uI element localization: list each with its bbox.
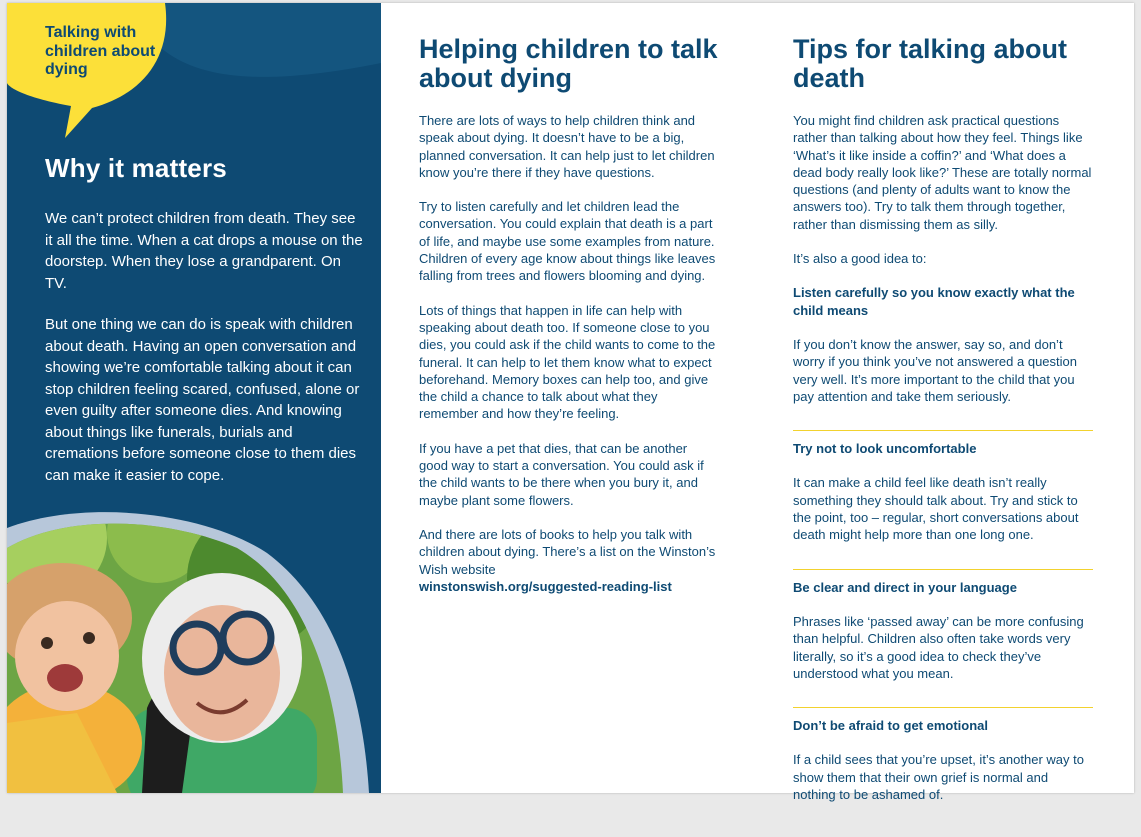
intro-paragraph: We can’t protect children from death. They see it all the time. When a cat drops a mouse on the doorstep. When they lose a grandparent. On TV.	[45, 210, 363, 292]
paragraph: If you have a pet that dies, that can be another good way to start a conversation. You could ask if the child wants to be there when you bury it, and maybe plant some flowers.	[419, 440, 704, 508]
paragraph: Try to listen carefully and let children lead the conversation. You could explain that death is a part of life, and maybe use some examples from nature. Children of every age know about things like leaves falling from trees and flowers blooming and dying.	[419, 199, 716, 284]
column-heading: Helping children to talk about dying	[419, 34, 718, 93]
lead-text: It’s also a good idea to:	[793, 251, 927, 267]
tip-item	[793, 579, 1093, 708]
tip-body: Phrases like ‘passed away’ can be more confusing than helpful. Children also often take words very literally, so it’s a good idea to check they’ve understood what you mean.	[793, 613, 1084, 681]
paragraph: There are lots of ways to help children think and speak about dying. It doesn’t have to be a big, planned conversation. It can help just to let children know you’re there if they have questions.	[419, 113, 715, 180]
column-heading: Tips for talking about death	[793, 34, 1068, 93]
body-paragraph: But one thing we can do is speak with children about death. Having an open conversation and showing we’re comfortable talking about it can stop children feeling scared, confused, alone or even guilty after someone dies. And knowing about things like funerals, burials and cremations before someone close to them dies can make it easier to cope.	[45, 316, 360, 484]
leaflet-page	[7, 3, 1134, 803]
tip-item	[793, 717, 1093, 828]
reading-list-link[interactable]: winstonswish.org/suggested-reading-list	[419, 578, 672, 594]
right-column	[793, 35, 1093, 837]
tip-title: Try not to look uncomfortable	[793, 441, 977, 457]
section-title: Why it matters	[45, 153, 227, 183]
tip-title: Be clear and direct in your language	[793, 579, 1017, 595]
paragraph: And there are lots of books to help you talk with children about dying. There’s a list on the Winston’s Wish website	[419, 526, 716, 577]
paragraph: Lots of things that happen in life can help with speaking about death too. If someone close to you dies, you could ask if the child wants to come to the funeral. It can help to let them know what to expect beforehand. Memory boxes can help too, and give the child a chance to talk about what they remember and how they’re feeling.	[419, 302, 716, 422]
family-photo	[7, 508, 381, 793]
tip-item	[793, 440, 1093, 569]
middle-column	[419, 35, 719, 612]
tip-title: Listen carefully so you know exactly what the child means	[793, 285, 1075, 318]
tip-title: Don’t be afraid to get emotional	[793, 718, 989, 734]
tip-body: If a child sees that you’re upset, it’s another way to show them that their own grief is normal and nothing to be ashamed of.	[793, 752, 1084, 803]
intro-paragraph: You might find children ask practical questions rather than talking about how they feel. Things like ‘What’s it like inside a coffin?’ and ‘What does a dead body really look like?’ These are totally normal questions (and plenty of adults want to know the answers too). Try to talk them through together, rather than dismissing them as silly.	[793, 113, 1092, 232]
bubble-label: Talking with children about dying	[45, 24, 156, 78]
left-panel	[7, 3, 381, 793]
tip-body: It can make a child feel like death isn’t really something they should talk about. Try and stick to the point, too – regular, short conversations about death might help more than one long one.	[793, 475, 1079, 543]
tip-item	[793, 284, 1093, 431]
tip-body: If you don’t know the answer, say so, and don’t worry if you think you’ve not answered a question very well. It’s more important to the child that you pay attention and take them seriously.	[793, 336, 1077, 404]
